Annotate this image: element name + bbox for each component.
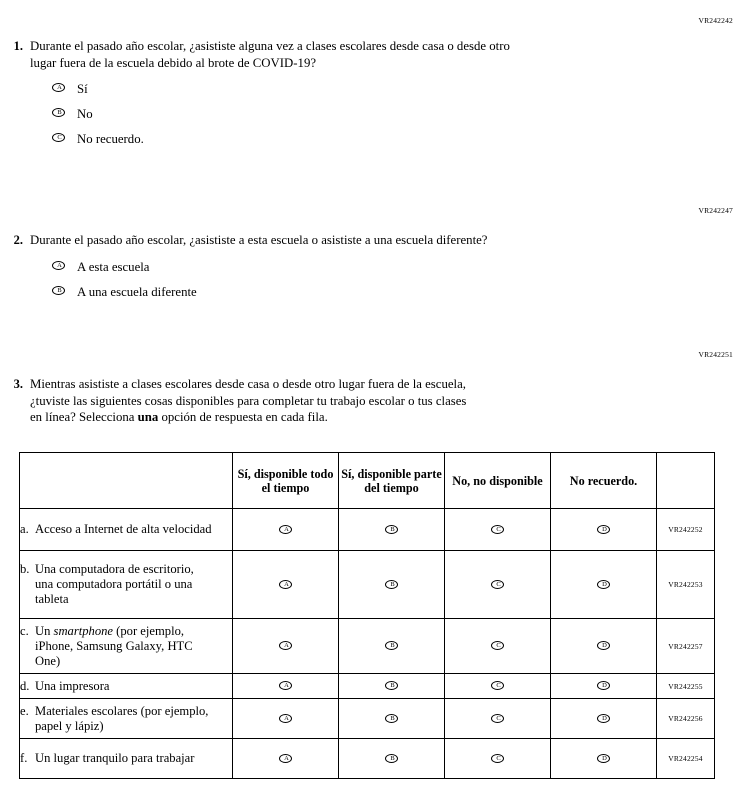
row-letter: a.	[20, 522, 29, 536]
radio-bubble-d-icon[interactable]: D	[597, 525, 610, 534]
row-label-d	[20, 674, 233, 699]
option-label: A una escuela diferente	[77, 284, 197, 299]
matrix-cell[interactable]	[551, 674, 657, 699]
radio-bubble-a-icon[interactable]: A	[279, 754, 292, 763]
question-1-text-line1: Durante el pasado año escolar, ¿asististe alguna vez a clases escolares desde casa o desde otro	[30, 39, 510, 53]
row-code: VR242256	[657, 699, 715, 739]
option-label: No	[77, 107, 93, 121]
radio-bubble-d-icon[interactable]: D	[597, 714, 610, 723]
question-1-number: 1.	[13, 39, 23, 53]
table-row	[20, 739, 715, 779]
question-3-text-emphasis: una	[137, 410, 159, 424]
matrix-cell[interactable]	[339, 674, 445, 699]
radio-bubble-b-icon[interactable]: B	[385, 681, 398, 690]
question-1-text-line2: lugar fuera de la escuela debido al brote de COVID-19?	[30, 55, 317, 70]
matrix-cell[interactable]	[445, 674, 551, 699]
radio-bubble-a-icon[interactable]: A	[279, 525, 292, 534]
row-letter: c.	[20, 623, 29, 638]
radio-bubble-a-icon[interactable]: A	[52, 83, 65, 92]
radio-bubble-a-icon[interactable]: A	[279, 681, 292, 690]
matrix-cell[interactable]	[551, 509, 657, 551]
matrix-cell[interactable]	[551, 739, 657, 779]
option-row[interactable]	[52, 132, 741, 146]
radio-bubble-c-icon[interactable]: C	[491, 681, 504, 690]
option-label: No recuerdo.	[77, 132, 144, 146]
radio-bubble-b-icon[interactable]: B	[385, 525, 398, 534]
question-2	[0, 232, 741, 310]
question-code-3: VR242251	[698, 350, 733, 359]
column-header-1: Sí, disponible todo el tiempo	[233, 453, 339, 509]
row-letter: d.	[20, 678, 30, 693]
radio-bubble-b-icon[interactable]: B	[52, 286, 65, 295]
radio-bubble-d-icon[interactable]: D	[597, 754, 610, 763]
corner-header-cell	[20, 453, 233, 509]
table-row	[20, 551, 715, 619]
column-header-3: No, no disponible	[445, 453, 551, 509]
row-text: Un smartphone (por ejemplo, iPhone, Samsung Galaxy, HTC One)	[35, 623, 193, 668]
question-2-text	[30, 232, 487, 249]
question-3-matrix	[0, 452, 741, 779]
matrix-cell[interactable]	[233, 619, 339, 674]
matrix-cell[interactable]	[339, 509, 445, 551]
matrix-cell[interactable]	[233, 509, 339, 551]
matrix-cell[interactable]	[233, 739, 339, 779]
row-text: Acceso a Internet de alta velocidad	[35, 522, 212, 536]
radio-bubble-a-icon[interactable]: A	[52, 261, 65, 270]
matrix-cell[interactable]	[551, 619, 657, 674]
matrix-table	[19, 452, 715, 779]
radio-bubble-c-icon[interactable]: C	[491, 525, 504, 534]
radio-bubble-c-icon[interactable]: C	[491, 714, 504, 723]
row-letter: e.	[20, 703, 29, 718]
table-row	[20, 509, 715, 551]
question-2-options	[52, 260, 741, 299]
question-3-text-line3c: opción de respuesta en cada fila.	[158, 410, 328, 424]
row-text: Una computadora de escritorio, una computadora portátil o una tableta	[35, 562, 194, 606]
matrix-cell[interactable]	[339, 551, 445, 619]
row-code: VR242254	[657, 739, 715, 779]
radio-bubble-c-icon[interactable]: C	[491, 580, 504, 589]
matrix-cell[interactable]	[233, 674, 339, 699]
question-1-text	[30, 38, 510, 71]
radio-bubble-c-icon[interactable]: C	[491, 641, 504, 650]
row-label-f	[20, 739, 233, 779]
option-label: Sí	[77, 82, 88, 96]
question-code-2: VR242247	[698, 206, 733, 215]
matrix-cell[interactable]	[551, 551, 657, 619]
code-header-cell	[657, 453, 715, 509]
option-row[interactable]	[52, 82, 741, 96]
row-label-c	[20, 619, 233, 674]
row-code: VR242257	[657, 619, 715, 674]
option-label: A esta escuela	[77, 259, 150, 274]
row-label-e	[20, 699, 233, 739]
option-row[interactable]	[52, 285, 741, 299]
row-label-b	[20, 551, 233, 619]
matrix-cell[interactable]	[445, 739, 551, 779]
radio-bubble-d-icon[interactable]: D	[597, 580, 610, 589]
matrix-cell[interactable]	[551, 699, 657, 739]
question-1	[0, 38, 741, 157]
row-code: VR242252	[657, 509, 715, 551]
matrix-cell[interactable]	[339, 739, 445, 779]
question-2-text-line1: Durante el pasado año escolar, ¿asististe a esta escuela o asististe a una escuela diferente?	[30, 233, 488, 247]
row-letter: b.	[20, 562, 30, 576]
matrix-cell[interactable]	[233, 551, 339, 619]
table-row	[20, 699, 715, 739]
row-label-a	[20, 509, 233, 551]
matrix-cell[interactable]	[445, 509, 551, 551]
question-1-options	[52, 82, 741, 146]
radio-bubble-a-icon[interactable]: A	[279, 580, 292, 589]
question-3-number: 3.	[13, 377, 23, 391]
table-header-row	[20, 453, 715, 509]
row-text: Una impresora	[35, 678, 110, 693]
radio-bubble-b-icon[interactable]: B	[385, 754, 398, 763]
matrix-cell[interactable]	[445, 619, 551, 674]
radio-bubble-c-icon[interactable]: C	[52, 133, 65, 142]
row-code: VR242253	[657, 551, 715, 619]
radio-bubble-d-icon[interactable]: D	[597, 681, 610, 690]
matrix-cell[interactable]	[339, 699, 445, 739]
matrix-cell[interactable]	[233, 699, 339, 739]
radio-bubble-b-icon[interactable]: B	[385, 641, 398, 650]
column-header-4: No recuerdo.	[551, 453, 657, 509]
radio-bubble-c-icon[interactable]: C	[491, 754, 504, 763]
option-row[interactable]	[52, 107, 741, 121]
table-row	[20, 619, 715, 674]
row-text: Un lugar tranquilo para trabajar	[35, 751, 195, 765]
column-header-2: Sí, disponible parte del tiempo	[339, 453, 445, 509]
row-letter: f.	[20, 751, 28, 765]
question-code-1: VR242242	[698, 16, 733, 25]
radio-bubble-a-icon[interactable]: A	[279, 641, 292, 650]
matrix-cell[interactable]	[445, 551, 551, 619]
question-3-text-line2: ¿tuviste las siguientes cosas disponibles para completar tu trabajo escolar o tus clases	[30, 393, 467, 408]
question-3-text-line1: Mientras asististe a clases escolares desde casa o desde otro lugar fuera de la escuela,	[30, 377, 466, 391]
radio-bubble-d-icon[interactable]: D	[597, 641, 610, 650]
question-3	[0, 376, 741, 426]
radio-bubble-b-icon[interactable]: B	[52, 108, 65, 117]
row-text: Materiales escolares (por ejemplo, papel y lápiz)	[35, 703, 209, 733]
matrix-cell[interactable]	[339, 619, 445, 674]
radio-bubble-b-icon[interactable]: B	[385, 714, 398, 723]
question-2-number: 2.	[13, 233, 23, 247]
radio-bubble-b-icon[interactable]: B	[385, 580, 398, 589]
option-row[interactable]	[52, 260, 741, 274]
radio-bubble-a-icon[interactable]: A	[279, 714, 292, 723]
matrix-cell[interactable]	[445, 699, 551, 739]
row-code: VR242255	[657, 674, 715, 699]
question-3-text	[30, 376, 466, 426]
question-3-text-line3a: en línea? Selecciona	[30, 410, 138, 424]
table-row	[20, 674, 715, 699]
